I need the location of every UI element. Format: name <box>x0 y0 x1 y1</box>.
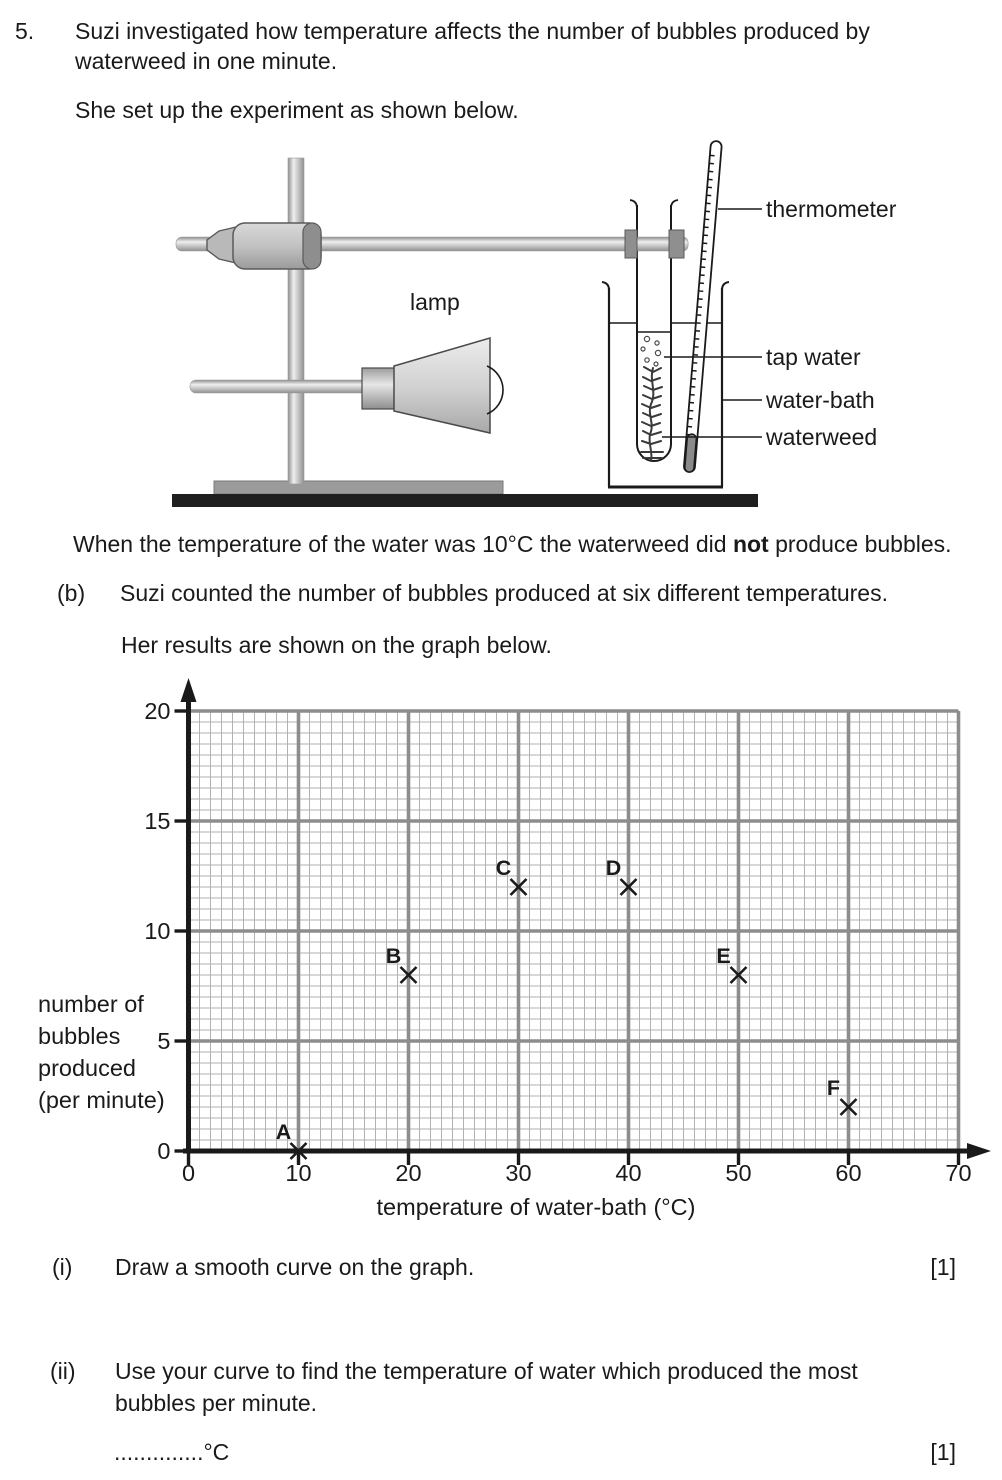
observation-bold: not <box>732 531 769 557</box>
observation-sentence <box>73 529 952 559</box>
thermometer <box>684 141 723 473</box>
x-axis-arrow <box>967 1143 991 1159</box>
y-axis-title-line: bubbles <box>38 1023 121 1049</box>
point-label-D: D <box>605 856 622 880</box>
x-tick-label: 10 <box>285 1160 312 1186</box>
part-ii-text-line1: Use your curve to find the temperature of water which produced the most <box>115 1358 858 1384</box>
point-label-A: A <box>275 1120 292 1144</box>
point-label-E: E <box>716 944 731 968</box>
bench <box>172 494 758 507</box>
y-tick-label: 0 <box>157 1138 171 1164</box>
stand-base <box>214 481 503 494</box>
tube-clamp-jaw-right <box>669 230 684 258</box>
question-number: 5. <box>15 18 35 44</box>
results-chart <box>0 660 1002 1230</box>
part-i-text: Draw a smooth curve on the graph. <box>115 1254 475 1280</box>
part-i-marks: [1] <box>930 1254 956 1280</box>
setup-sentence: She set up the experiment as shown below. <box>75 97 519 123</box>
point-label-F: F <box>826 1076 841 1100</box>
lamp-cone <box>394 338 490 433</box>
tap-water-label: tap water <box>766 344 861 370</box>
boss-clamp <box>207 223 321 269</box>
answer-line[interactable]: ..............°C <box>114 1439 230 1465</box>
y-axis-arrow <box>181 678 197 702</box>
y-axis-title-line: (per minute) <box>38 1087 165 1113</box>
observation-post: produce bubbles. <box>768 531 952 557</box>
part-b-text: Suzi counted the number of bubbles produced at six different temperatures. <box>120 580 888 606</box>
part-b-label: (b) <box>57 580 86 606</box>
tube-clamp-jaw-left <box>625 230 637 258</box>
y-tick-label: 15 <box>144 808 171 834</box>
question-intro-line2: waterweed in one minute. <box>75 48 338 74</box>
y-tick-label: 10 <box>144 918 171 944</box>
lamp-socket <box>362 368 395 409</box>
lamp <box>362 338 503 433</box>
results-sentence: Her results are shown on the graph below. <box>121 632 552 658</box>
y-tick-label: 5 <box>157 1028 171 1054</box>
lamp-label: lamp <box>410 289 460 315</box>
part-ii-marks: [1] <box>930 1439 956 1465</box>
part-ii-label: (ii) <box>50 1358 76 1384</box>
point-label-C: C <box>495 856 512 880</box>
x-tick-label: 20 <box>395 1160 422 1186</box>
x-tick-label: 40 <box>615 1160 642 1186</box>
stand-vertical-rod <box>288 158 304 484</box>
point-label-B: B <box>385 944 402 968</box>
x-axis-title: temperature of water-bath (°C) <box>376 1194 696 1220</box>
y-tick-label: 20 <box>144 698 171 724</box>
y-axis-title-line: number of <box>38 991 144 1017</box>
thermometer-label: thermometer <box>766 196 897 222</box>
question-intro-line1: Suzi investigated how temperature affects the number of bubbles produced by <box>75 18 870 44</box>
apparatus-diagram <box>0 140 1002 515</box>
y-axis-title-line: produced <box>38 1055 136 1081</box>
waterweed-label: waterweed <box>766 424 878 450</box>
water-bath-label: water-bath <box>766 387 875 413</box>
x-tick-label: 30 <box>505 1160 532 1186</box>
x-tick-label: 50 <box>725 1160 752 1186</box>
x-tick-label: 60 <box>835 1160 862 1186</box>
part-ii-text-line2: bubbles per minute. <box>115 1390 318 1416</box>
x-tick-label: 70 <box>945 1160 972 1186</box>
x-tick-label: 0 <box>181 1160 196 1186</box>
observation-pre: When the temperature of the water was 10°C the waterweed did <box>73 531 733 557</box>
part-i-label: (i) <box>52 1254 73 1280</box>
